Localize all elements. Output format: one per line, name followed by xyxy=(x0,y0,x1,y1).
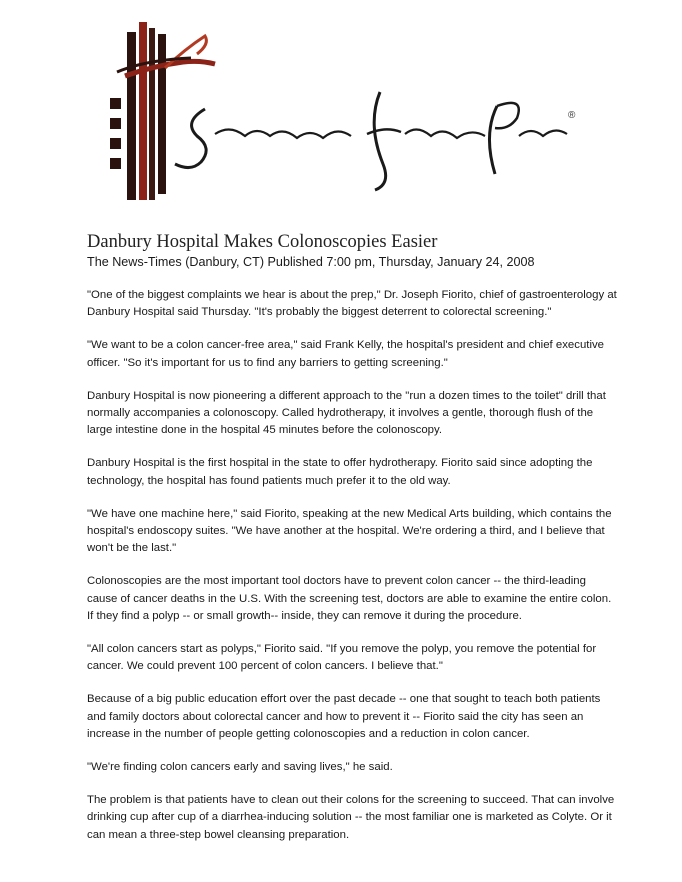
article-paragraph: "We're finding colon cancers early and saving lives," he said. xyxy=(87,761,393,774)
article-paragraph: "One of the biggest complaints we hear is about the prep," Dr. Joseph Fiorito, chief of gastroenterology at Danbury Hospital said Thursday. "It's probably the biggest deterrent to colorectal screening." xyxy=(87,289,617,319)
article-paragraph: "All colon cancers start as polyps," Fiorito said. "If you remove the polyp, you remove the potential for cancer. We could prevent 100 percent of colon cancers. I believe that." xyxy=(87,643,597,673)
specialty-health-products-logo xyxy=(105,14,585,204)
article-paragraph: Danbury Hospital is the first hospital in the state to offer hydrotherapy. Fiorito said since adopting the technology, the hospital has found patients much prefer it to the old way. xyxy=(87,457,593,487)
registered-trademark: ® xyxy=(568,110,576,121)
article-paragraph: Danbury Hospital is now pioneering a different approach to the "run a dozen times to the toilet" drill that normally accompanies a colonoscopy. Called hydrotherapy, it involves a gentle, thorough flush of the large intestine done in the hospital 45 minutes before the colonoscopy. xyxy=(87,389,606,437)
article-paragraph: "We have one machine here," said Fiorito, speaking at the new Medical Arts building, which contains the hospital's endoscopy suites. "We have another at the hospital. We're ordering a third, and I believe that won't be the last." xyxy=(87,507,612,555)
logo-mark-icon xyxy=(105,14,585,204)
article-paragraph: Because of a big public education effort over the past decade -- one that sought to teach both patients and family doctors about colorectal cancer and how to prevent it -- Fiorito said the city has seen an increase in the number of people getting colonoscopies and a reduction in colon cancer. xyxy=(87,693,601,740)
article xyxy=(87,231,617,860)
article-paragraph: "We want to be a colon cancer-free area," said Frank Kelly, the hospital's president and chief executive officer. "So it's important for us to find any barriers to getting screening." xyxy=(87,339,604,369)
article-paragraph: The problem is that patients have to clean out their colons for the screening to succeed. That can involve drinking cup after cup of a diarrhea-inducing solution -- the most familiar one is marketed as Colyte. Or it can mean a three-step bowel cleansing preparation. xyxy=(87,794,615,841)
article-paragraph: Colonoscopies are the most important tool doctors have to prevent colon cancer -- the third-leading cause of cancer deaths in the U.S. With the screening test, doctors are able to examine the entire colon. If they find a polyp -- or small growth-- inside, they can remove it during the procedure. xyxy=(87,575,612,622)
article-byline: The News-Times (Danbury, CT) Published 7:00 pm, Thursday, January 24, 2008 xyxy=(87,255,535,269)
article-headline: Danbury Hospital Makes Colonoscopies Easier xyxy=(87,232,438,252)
